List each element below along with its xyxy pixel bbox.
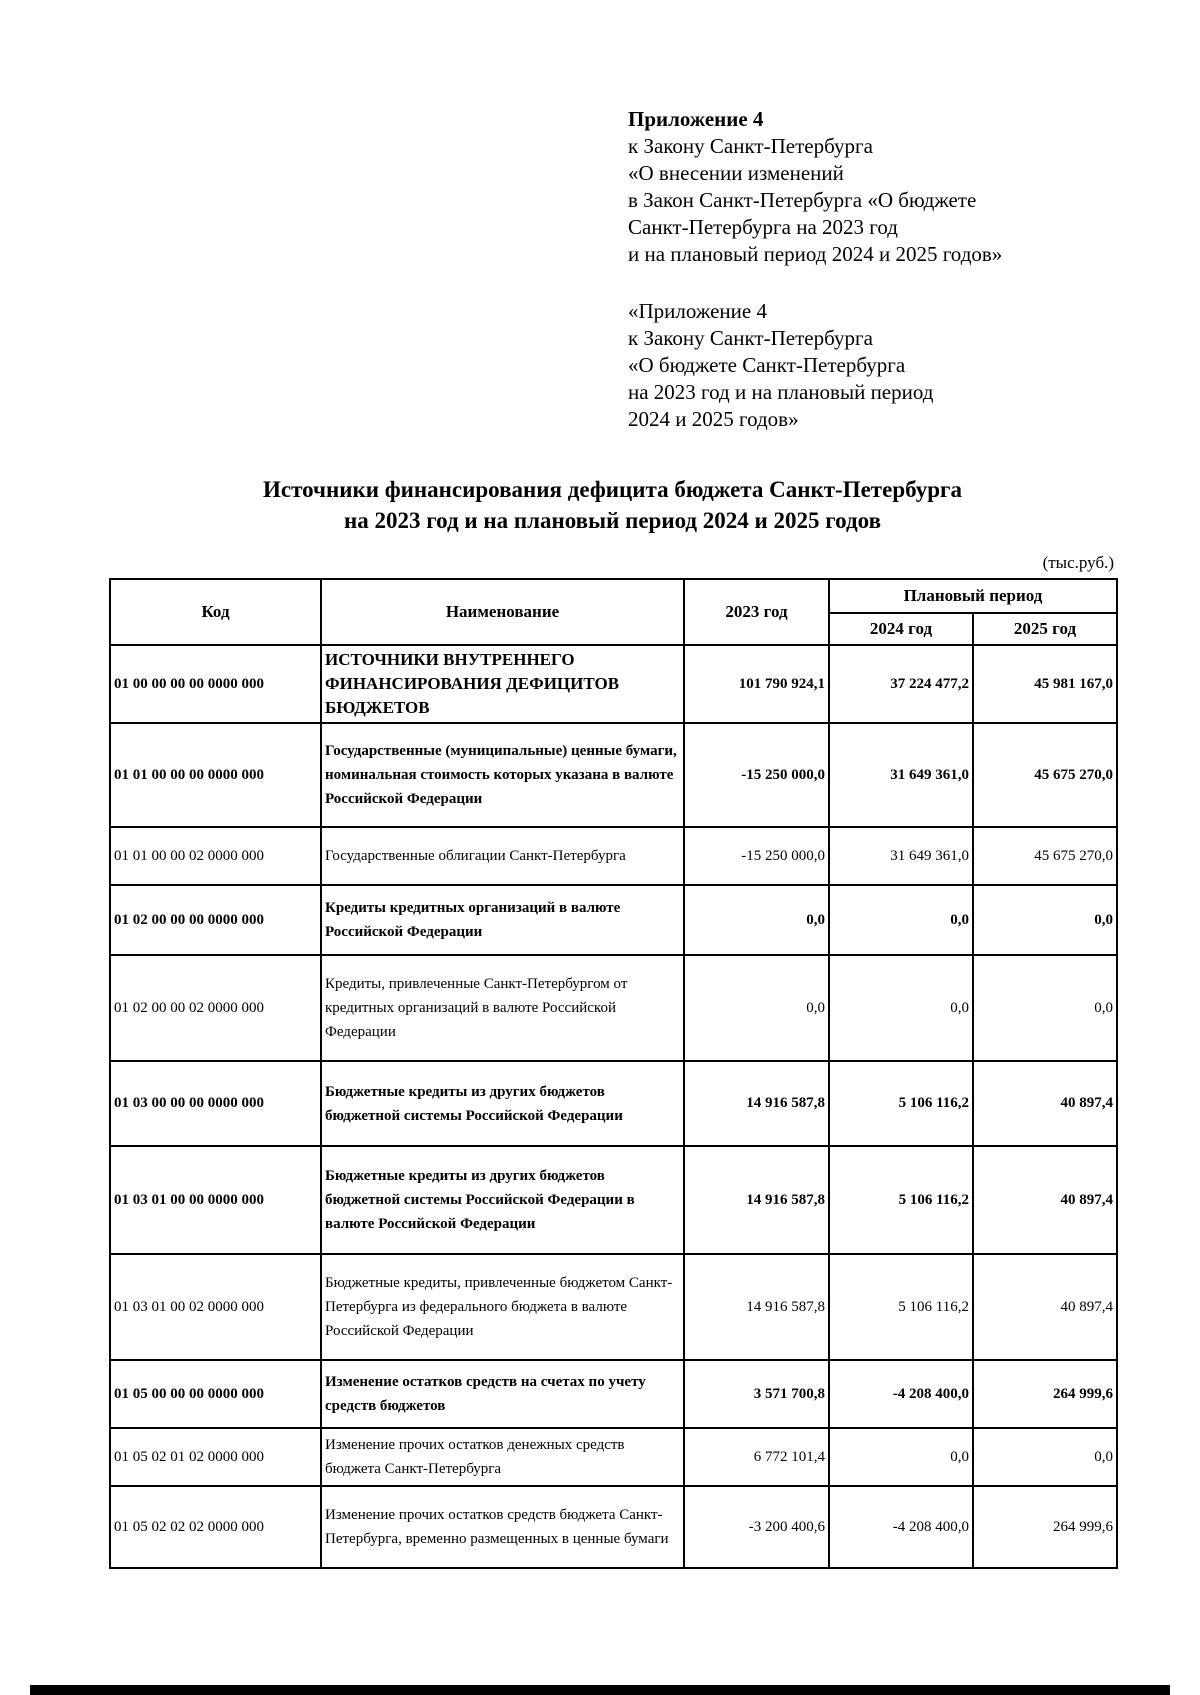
row-name: Кредиты кредитных организаций в валюте Российской Федерации xyxy=(321,885,684,955)
row-code: 01 00 00 00 00 0000 000 xyxy=(110,645,321,723)
row-2023: -15 250 000,0 xyxy=(684,827,829,885)
annex-original-line: на 2023 год и на плановый период xyxy=(628,380,934,404)
header-2025: 2025 год xyxy=(973,613,1117,645)
row-name: Изменение прочих остатков денежных средств бюджета Санкт-Петербурга xyxy=(321,1428,684,1486)
table-row xyxy=(110,1061,1117,1146)
row-code: 01 02 00 00 00 0000 000 xyxy=(110,885,321,955)
row-2025: 0,0 xyxy=(973,885,1117,955)
row-code: 01 01 00 00 02 0000 000 xyxy=(110,827,321,885)
annex-main-heading xyxy=(628,106,1148,268)
annex-main-line: в Закон Санкт-Петербурга «О бюджете xyxy=(628,188,977,212)
row-2023: 14 916 587,8 xyxy=(684,1254,829,1360)
row-name: Кредиты, привлеченные Санкт-Петербургом от кредитных организаций в валюте Российской Федерации xyxy=(321,955,684,1061)
row-2025: 40 897,4 xyxy=(973,1146,1117,1254)
annex-original-line: к Закону Санкт-Петербурга xyxy=(628,326,873,350)
row-2024: 5 106 116,2 xyxy=(829,1254,973,1360)
row-2025: 264 999,6 xyxy=(973,1360,1117,1428)
table-row xyxy=(110,885,1117,955)
row-name: Государственные (муниципальные) ценные бумаги, номинальная стоимость которых указана в валюте Российской Федерации xyxy=(321,723,684,827)
row-2024: 0,0 xyxy=(829,885,973,955)
document-title-line-2: на 2023 год и на плановый период 2024 и 2025 годов xyxy=(344,508,881,533)
row-2023: -3 200 400,6 xyxy=(684,1486,829,1568)
annex-original-line: «Приложение 4 xyxy=(628,299,767,323)
annex-main-line: к Закону Санкт-Петербурга xyxy=(628,134,873,158)
row-2024: 5 106 116,2 xyxy=(829,1061,973,1146)
row-2025: 0,0 xyxy=(973,955,1117,1061)
row-code: 01 01 00 00 00 0000 000 xyxy=(110,723,321,827)
row-2025: 40 897,4 xyxy=(973,1254,1117,1360)
table-row xyxy=(110,827,1117,885)
annex-main-title: Приложение 4 xyxy=(628,107,764,131)
row-code: 01 03 01 00 02 0000 000 xyxy=(110,1254,321,1360)
table-row xyxy=(110,1360,1117,1428)
row-2023: -15 250 000,0 xyxy=(684,723,829,827)
document-title xyxy=(0,474,1200,536)
row-code: 01 03 00 00 00 0000 000 xyxy=(110,1061,321,1146)
row-2023: 6 772 101,4 xyxy=(684,1428,829,1486)
row-code: 01 02 00 00 02 0000 000 xyxy=(110,955,321,1061)
row-2024: -4 208 400,0 xyxy=(829,1486,973,1568)
annex-original-heading xyxy=(628,298,1148,433)
annex-original-line: «О бюджете Санкт-Петербурга xyxy=(628,353,906,377)
row-2023: 3 571 700,8 xyxy=(684,1360,829,1428)
annex-main-line: «О внесении изменений xyxy=(628,161,844,185)
document-title-line-1: Источники финансирования дефицита бюджета Санкт-Петербурга xyxy=(263,477,962,502)
table-row xyxy=(110,645,1117,723)
row-name: ИСТОЧНИКИ ВНУТРЕННЕГО ФИНАНСИРОВАНИЯ ДЕФИЦИТОВ БЮДЖЕТОВ xyxy=(321,645,684,723)
table-row xyxy=(110,1486,1117,1568)
header-code: Код xyxy=(110,579,321,645)
budget-sources-table xyxy=(109,578,1118,1569)
row-2025: 0,0 xyxy=(973,1428,1117,1486)
row-2024: 37 224 477,2 xyxy=(829,645,973,723)
row-code: 01 05 02 01 02 0000 000 xyxy=(110,1428,321,1486)
row-2024: 31 649 361,0 xyxy=(829,723,973,827)
row-name: Изменение прочих остатков средств бюджета Санкт-Петербурга, временно размещенных в ценные бумаги xyxy=(321,1486,684,1568)
table-row xyxy=(110,1254,1117,1360)
row-2024: 5 106 116,2 xyxy=(829,1146,973,1254)
header-planned-period: Плановый период xyxy=(829,579,1117,613)
row-2023: 14 916 587,8 xyxy=(684,1146,829,1254)
header-name: Наименование xyxy=(321,579,684,645)
row-name: Бюджетные кредиты из других бюджетов бюджетной системы Российской Федерации в валюте Российской Федерации xyxy=(321,1146,684,1254)
scan-bottom-edge xyxy=(30,1685,1170,1695)
row-2025: 45 675 270,0 xyxy=(973,723,1117,827)
row-2023: 0,0 xyxy=(684,955,829,1061)
row-2025: 264 999,6 xyxy=(973,1486,1117,1568)
header-2024: 2024 год xyxy=(829,613,973,645)
row-name: Изменение остатков средств на счетах по учету средств бюджетов xyxy=(321,1360,684,1428)
annex-main-line: Санкт-Петербурга на 2023 год xyxy=(628,215,898,239)
row-2024: 31 649 361,0 xyxy=(829,827,973,885)
row-name: Государственные облигации Санкт-Петербурга xyxy=(321,827,684,885)
table-row xyxy=(110,723,1117,827)
table-row xyxy=(110,955,1117,1061)
table-row xyxy=(110,1428,1117,1486)
row-2025: 45 981 167,0 xyxy=(973,645,1117,723)
header-2023: 2023 год xyxy=(684,579,829,645)
row-2024: 0,0 xyxy=(829,955,973,1061)
row-2025: 40 897,4 xyxy=(973,1061,1117,1146)
table-row xyxy=(110,1146,1117,1254)
row-code: 01 03 01 00 00 0000 000 xyxy=(110,1146,321,1254)
row-2023: 0,0 xyxy=(684,885,829,955)
row-2024: -4 208 400,0 xyxy=(829,1360,973,1428)
row-name: Бюджетные кредиты, привлеченные бюджетом Санкт-Петербурга из федерального бюджета в валюте Российской Федерации xyxy=(321,1254,684,1360)
row-2025: 45 675 270,0 xyxy=(973,827,1117,885)
row-code: 01 05 00 00 00 0000 000 xyxy=(110,1360,321,1428)
annex-original-line: 2024 и 2025 годов» xyxy=(628,407,799,431)
row-code: 01 05 02 02 02 0000 000 xyxy=(110,1486,321,1568)
row-2023: 14 916 587,8 xyxy=(684,1061,829,1146)
row-2024: 0,0 xyxy=(829,1428,973,1486)
row-2023: 101 790 924,1 xyxy=(684,645,829,723)
row-name: Бюджетные кредиты из других бюджетов бюджетной системы Российской Федерации xyxy=(321,1061,684,1146)
annex-main-line: и на плановый период 2024 и 2025 годов» xyxy=(628,242,1003,266)
units-label: (тыс.руб.) xyxy=(1042,553,1114,572)
